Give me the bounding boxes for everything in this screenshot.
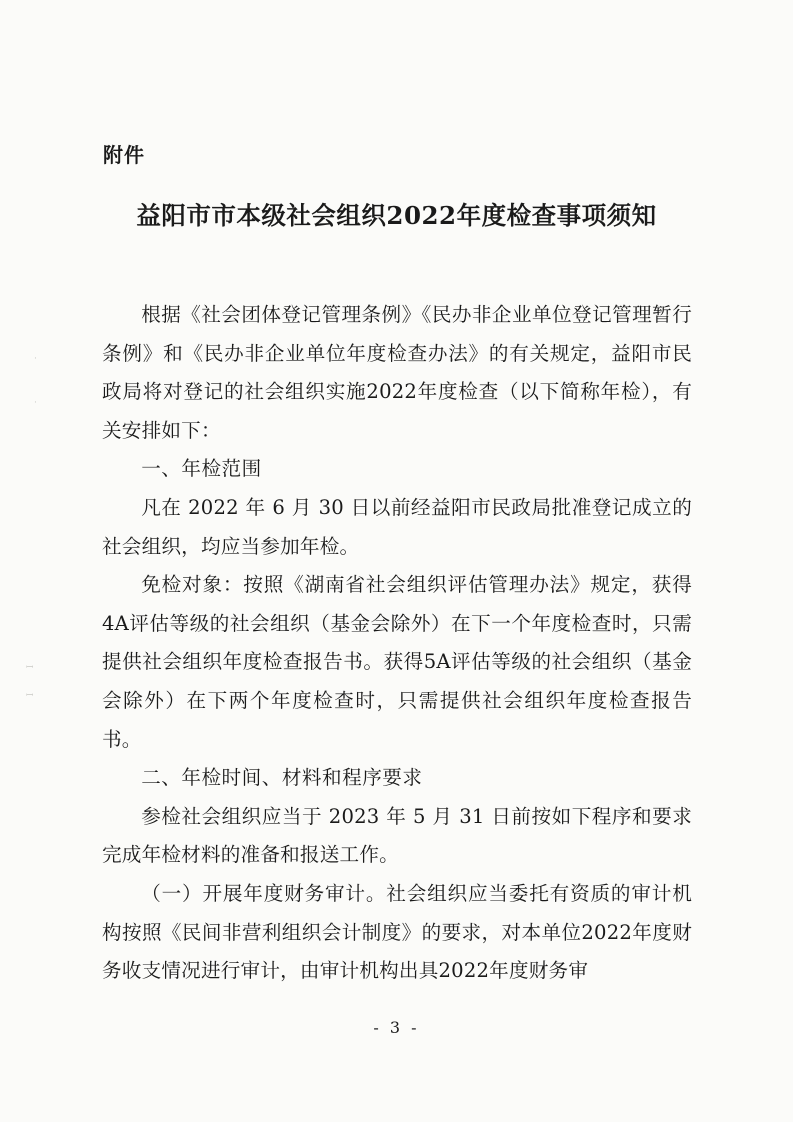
- attachment-label: 附件: [103, 143, 145, 167]
- scan-mark: ·: [34, 354, 37, 364]
- paragraph-deadline: 参检社会组织应当于 2023 年 5 月 31 日前按如下程序和要求完成年检材料的准备和报送工作。: [102, 804, 692, 867]
- page-number: - 3 -: [373, 1018, 420, 1037]
- paragraph-intro: 根据《社会团体登记管理条例》《民办非企业单位登记管理暂行条例》和《民办非企业单位年度检查办法》的有关规定，益阳市民政局将对登记的社会组织实施2022年度检查（以下简称年检），有关安排如下：: [102, 303, 692, 442]
- section-heading-1: 一、年检范围: [141, 457, 262, 481]
- section-heading-2: 二、年检时间、材料和程序要求: [141, 766, 423, 790]
- scan-mark: ꟷ: [26, 691, 34, 701]
- paragraph-exemption: 免检对象：按照《湖南省社会组织评估管理办法》规定，获得4A评估等级的社会组织（基金会除外）在下一个年度检查时，只需提供社会组织年度检查报告书。获得5A评估等级的社会组织（基金会除外）在下两个年度检查时，只需提供社会组织年度检查报告书。: [102, 573, 692, 751]
- document-title: 益阳市市本级社会组织2022年度检查事项须知: [136, 201, 657, 230]
- paragraph-audit: （一）开展年度财务审计。社会组织应当委托有资质的审计机构按照《民间非营利组织会计制度》的要求，对本单位2022年度财务收支情况进行审计，由审计机构出具2022年度财务审: [102, 881, 692, 983]
- document-body: [102, 296, 692, 991]
- scan-mark: ·: [34, 398, 37, 408]
- paragraph-scope: 凡在 2022 年 6 月 30 日以前经益阳市民政局批准登记成立的社会组织，均应当参加年检。: [102, 495, 692, 558]
- scan-mark: ꟷ: [26, 663, 34, 673]
